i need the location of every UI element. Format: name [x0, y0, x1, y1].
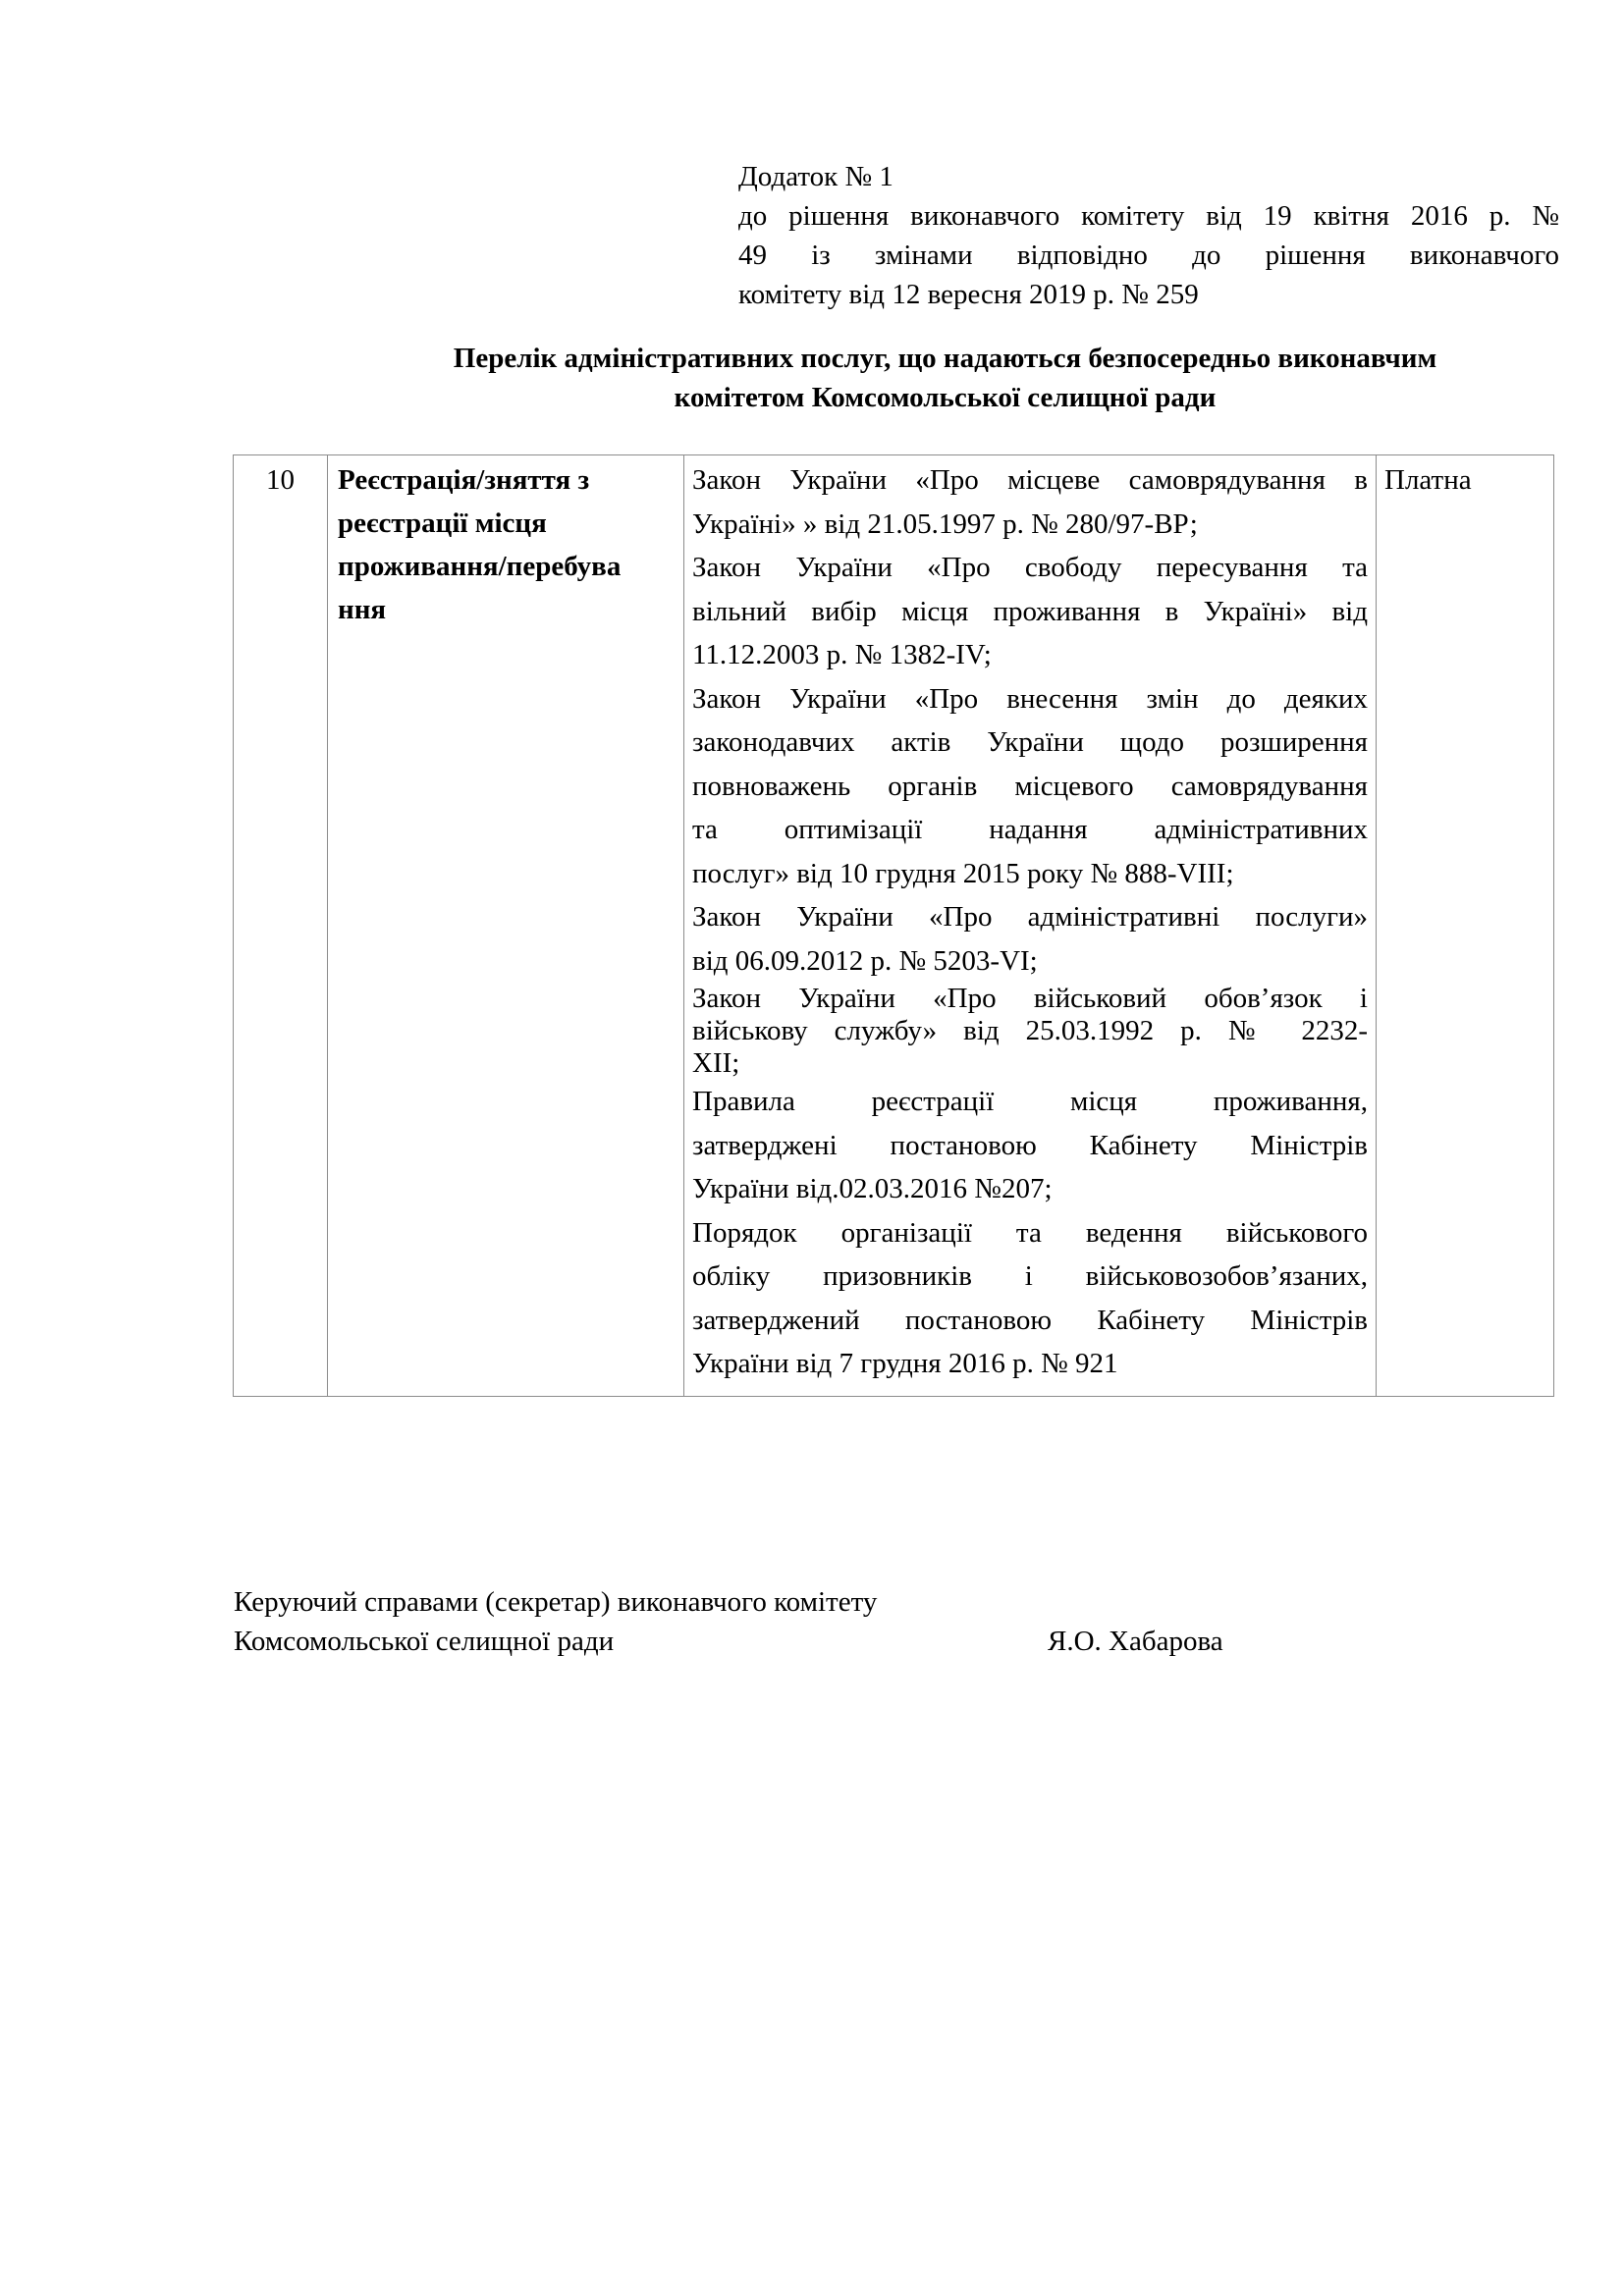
legal-basis-line: Правила реєстрації місця проживання,	[692, 1086, 1368, 1117]
legal-basis-line: обліку призовників і військовозобов’язаних,	[692, 1260, 1368, 1292]
service-name-line: Реєстрація/зняття з	[338, 464, 590, 496]
appendix-header	[738, 157, 1559, 314]
legal-basis-line: та оптимізації надання адміністративних	[692, 814, 1368, 845]
legal-basis-line: Закон України «Про внесення змін до деяких	[692, 682, 1368, 715]
legal-basis-line: Закон України «Про місцеве самоврядування в	[692, 464, 1368, 496]
signature-block	[234, 1582, 1510, 1661]
legal-basis-line: законодавчих актів України щодо розширення	[692, 726, 1368, 758]
legal-basis-line: повноважень органів місцевого самоврядування	[692, 770, 1368, 802]
legal-basis-line: України від 7 грудня 2016 р. № 921	[692, 1348, 1118, 1379]
appendix-line: до рішення виконавчого комітету від 19 квітня 2016 р. №	[738, 200, 1559, 232]
signatory-role: Керуючий справами (секретар) виконавчого комітету	[234, 1586, 878, 1618]
title-line: Перелік адміністративних послуг, що надаються безпосередньо виконавчим	[453, 343, 1437, 374]
service-name-line: проживання/перебува	[338, 551, 622, 582]
legal-basis-line: Закон України «Про свободу пересування та	[692, 552, 1368, 583]
appendix-line: Додаток № 1	[738, 161, 893, 192]
signatory-name: Я.О. Хабарова	[1048, 1626, 1223, 1657]
title-line: комітетом Комсомольської селищної ради	[674, 382, 1217, 413]
legal-basis-line: України від.02.03.2016 №207;	[692, 1173, 1053, 1204]
legal-basis-line: Закон України «Про військовий обов’язок і	[692, 983, 1368, 1014]
service-number: 10	[234, 455, 328, 1397]
table-row	[234, 455, 1554, 1397]
legal-basis-line: Порядок організації та ведення військового	[692, 1216, 1368, 1249]
legal-basis-line: вільний вибір місця проживання в Україні» від	[692, 595, 1368, 627]
legal-basis-line: 11.12.2003 р. № 1382-IV;	[692, 639, 992, 670]
legal-basis-line: Україні» » від 21.05.1997 р. № 280/97-ВР;	[692, 507, 1198, 540]
fee-type: Платна	[1377, 455, 1554, 1397]
appendix-line: комітету від 12 вересня 2019 р. № 259	[738, 279, 1199, 310]
legal-basis-line: військову службу» від 25.03.1992 р. № 2232-	[692, 1015, 1368, 1046]
appendix-line: 49 із змінами відповідно до рішення виконавчого	[738, 240, 1559, 271]
service-name-line: реєстрації місця	[338, 507, 547, 539]
legal-basis-line: від 06.09.2012 р. № 5203-VI;	[692, 944, 1038, 977]
service-name	[328, 455, 684, 1397]
legal-basis-line: затверджені постановою Кабінету Міністрів	[692, 1129, 1368, 1161]
document-title	[295, 339, 1596, 417]
legal-basis-line: затверджений постановою Кабінету Міністрів	[692, 1304, 1368, 1336]
service-name-line: ння	[338, 594, 387, 625]
signatory-organization: Комсомольської селищної ради	[234, 1626, 615, 1657]
legal-basis-line: послуг» від 10 грудня 2015 року № 888-VIII;	[692, 857, 1234, 889]
legal-basis-line: Закон України «Про адміністративні послуги»	[692, 901, 1368, 933]
legal-basis	[684, 455, 1377, 1397]
services-table	[233, 454, 1554, 1397]
legal-basis-line: XII;	[692, 1047, 740, 1079]
